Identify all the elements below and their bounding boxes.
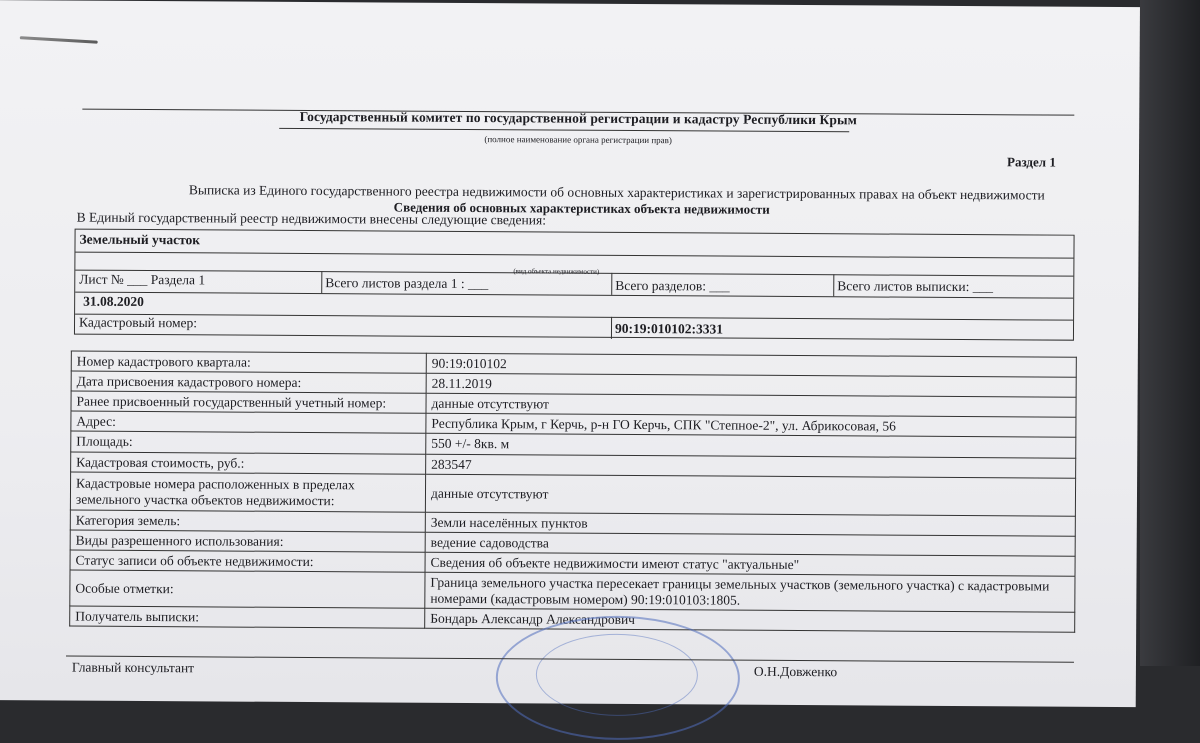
row-value: 28.11.2019 <box>426 373 1076 397</box>
table-row <box>70 570 1075 612</box>
row-label: Виды разрешенного использования: <box>70 530 425 552</box>
organization-caption: (полное наименование органа регистрации прав) <box>484 134 672 146</box>
row-label: Дата присвоения кадастрового номера: <box>71 371 426 393</box>
row-value: Граница земельного участка пересекает границы земельных участков (земельного участка) с кадастровыми номерами (кадастровым номером) 90:19:010103:1805. <box>425 572 1075 612</box>
characteristics-table <box>69 351 1077 633</box>
row-label: Категория земель: <box>70 510 425 532</box>
extract-date: 31.08.2020 <box>83 293 144 310</box>
row-value: Земли населённых пунктов <box>425 512 1075 536</box>
row-value: 283547 <box>426 454 1076 478</box>
organization-underline <box>279 128 849 132</box>
row-label: Кадастровая стоимость, руб.: <box>71 452 426 474</box>
organization-name: Государственный комитет по государственной регистрации и кадастру Республики Крым <box>299 108 857 128</box>
row-label: Получатель выписки: <box>70 606 425 628</box>
signer-position: Главный консультант <box>71 659 195 676</box>
row-label: Номер кадастрового квартала: <box>71 351 426 373</box>
row-value: Республика Крым, г Керчь, р-н ГО Керчь, СПК "Степное-2", ул. Абрикосовая, 56 <box>426 413 1076 437</box>
sheet-number: Лист № ___ Раздела 1 <box>79 271 206 288</box>
row-value: ведение садоводства <box>425 532 1075 556</box>
row-label: Особые отметки: <box>70 570 425 608</box>
row-value: данные отсутствуют <box>425 474 1075 516</box>
object-type: Земельный участок <box>79 231 201 248</box>
section-label: Раздел 1 <box>1006 154 1056 170</box>
document-subtitle: Сведения об основных характеристиках объекта недвижимости <box>393 199 770 217</box>
document-title: Выписка из Единого государственного реестра недвижимости об основных характеристиках и зарегистрированных правах на объект недвижимости <box>188 182 1045 203</box>
row-value: Бондарь Александр Александрович <box>425 608 1075 632</box>
cadastral-number-label: Кадастровый номер: <box>78 314 198 331</box>
row-label: Адрес: <box>71 411 426 433</box>
row-label: Площадь: <box>71 431 426 454</box>
row-label: Статус записи об объекте недвижимости: <box>70 550 425 572</box>
signer-name: О.Н.Довженко <box>753 663 838 680</box>
row-label: Ранее присвоенный государственный учетный номер: <box>71 391 426 413</box>
cadastral-number-value: 90:19:010102:3331 <box>614 320 724 337</box>
object-type-caption: (вид объекта недвижимости) <box>513 267 600 276</box>
staple-mark <box>20 36 98 44</box>
background-edge <box>1140 0 1200 666</box>
total-sheets-section: Всего листов раздела 1 : ___ <box>325 275 489 292</box>
total-sheets-extract: Всего листов выписки: ___ <box>837 278 994 295</box>
row-value: 550 +/- 8кв. м <box>426 433 1076 458</box>
row-value: Сведения об объекте недвижимости имеют статус "актуальные" <box>425 552 1075 576</box>
row-value: 90:19:010102 <box>426 353 1076 377</box>
signature-row <box>66 656 1074 683</box>
table-row <box>70 472 1075 516</box>
object-info-box <box>74 229 1075 341</box>
total-sections: Всего разделов: ___ <box>615 277 730 294</box>
row-label: Кадастровые номера расположенных в пределах земельного участка объектов недвижимости: <box>70 472 425 512</box>
row-value: данные отсутствуют <box>426 393 1076 417</box>
intro-text: В Единый государственный реестр недвижимости внесены следующие сведения: <box>76 209 547 228</box>
